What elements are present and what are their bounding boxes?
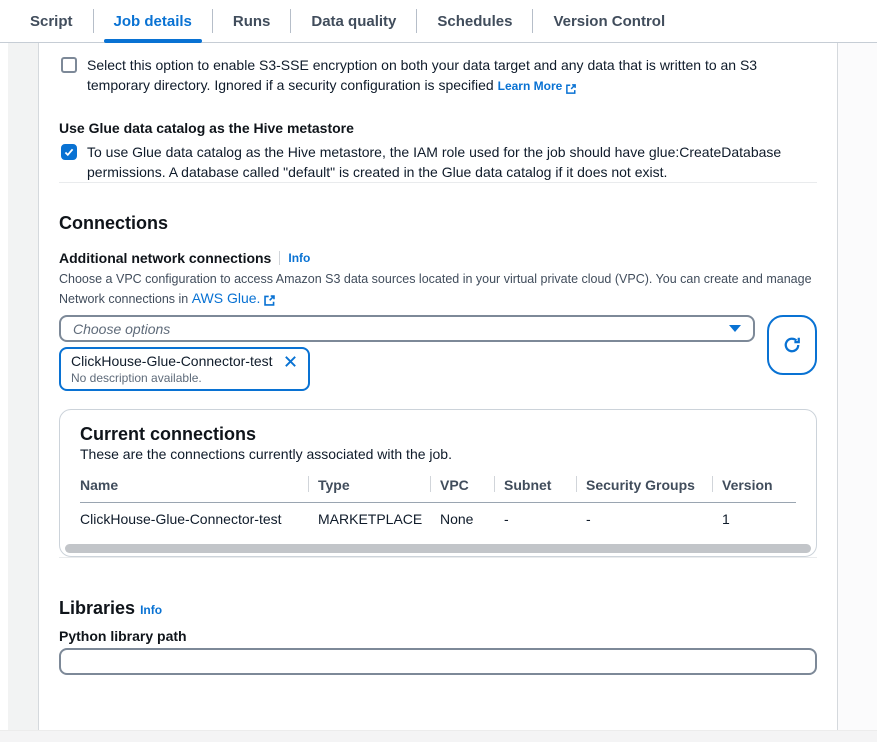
page-left-gutter <box>8 43 38 730</box>
hive-text-line1: To use Glue data catalog as the Hive metastore, the IAM role used for the job should have glue:CreateDatabase <box>87 144 782 160</box>
col-header-vpc: VPC <box>440 474 504 502</box>
libraries-info-link[interactable]: Info <box>140 603 163 617</box>
libraries-heading: Libraries Info <box>59 598 163 618</box>
cell-vpc: None <box>440 511 474 528</box>
connections-description <box>59 270 817 309</box>
hive-metastore-description <box>87 142 781 182</box>
cell-type: MARKETPLACE <box>318 511 423 528</box>
aws-glue-link[interactable] <box>192 290 277 306</box>
tab-script[interactable]: Script <box>30 12 73 30</box>
current-connections-subtitle: These are the connections currently associated with the job. <box>80 446 452 462</box>
chip-close-icon[interactable] <box>283 354 298 369</box>
hive-metastore-heading: Use Glue data catalog as the Hive metastore <box>59 120 354 136</box>
selected-connection-chip <box>59 347 310 391</box>
cell-security-groups: - <box>586 511 591 528</box>
multiselect-placeholder: Choose options <box>73 320 171 337</box>
python-library-path-input[interactable] <box>59 648 817 675</box>
tab-job-details[interactable]: Job details <box>104 0 202 42</box>
external-link-icon <box>263 291 276 310</box>
col-header-version: Version <box>722 474 796 502</box>
learn-more-link[interactable] <box>498 79 578 93</box>
page-left-margin <box>0 43 8 730</box>
tab-separator <box>93 9 94 33</box>
external-link-icon <box>565 78 577 98</box>
table-row <box>80 502 796 536</box>
col-header-type: Type <box>318 474 440 502</box>
additional-network-connections-label: Additional network connections <box>59 250 272 266</box>
horizontal-scrollbar[interactable] <box>65 544 811 553</box>
tab-data-quality[interactable]: Data quality <box>311 12 397 30</box>
check-icon <box>63 146 75 158</box>
tab-version-control[interactable]: Version Control <box>553 12 666 30</box>
s3-sse-description <box>87 55 757 98</box>
col-header-name: Name <box>80 474 318 502</box>
chip-label: ClickHouse-Glue-Connector-test <box>71 353 273 369</box>
tab-schedules[interactable]: Schedules <box>437 12 513 30</box>
python-library-path-label: Python library path <box>59 628 187 644</box>
tab-separator <box>212 9 213 33</box>
refresh-icon <box>782 335 802 355</box>
current-connections-card <box>59 409 817 557</box>
connections-multiselect[interactable] <box>59 315 755 342</box>
section-divider <box>59 557 817 558</box>
tab-separator <box>416 9 417 33</box>
cell-name: ClickHouse-Glue-Connector-test <box>80 511 282 528</box>
tab-separator <box>532 9 533 33</box>
col-header-security-groups: Security Groups <box>586 474 722 502</box>
job-details-panel <box>38 43 838 730</box>
section-divider <box>59 182 817 183</box>
job-tab-bar <box>0 0 877 43</box>
cell-version: 1 <box>722 511 730 528</box>
s3-sse-text-line2: temporary directory. Ignored if a security configuration is specified <box>87 77 494 93</box>
current-connections-title: Current connections <box>80 424 257 444</box>
connections-desc-line2: Network connections in <box>59 291 189 306</box>
aws-glue-link-label: AWS Glue. <box>191 289 261 306</box>
refresh-connections-button[interactable] <box>767 315 817 375</box>
learn-more-label: Learn More <box>497 79 563 93</box>
hive-text-line2: permissions. A database called "default" is created in the Glue data catalog if it does not exist. <box>87 164 668 180</box>
page-right-gutter <box>838 43 877 730</box>
col-header-subnet: Subnet <box>504 474 586 502</box>
connections-heading: Connections <box>59 213 169 233</box>
caret-down-icon <box>729 325 741 332</box>
s3-sse-text-line1: Select this option to enable S3-SSE encryption on both your data target and any data that is written to an S3 <box>87 57 758 73</box>
connections-info-link[interactable]: Info <box>288 251 311 265</box>
hive-metastore-checkbox[interactable] <box>61 144 77 160</box>
s3-sse-checkbox[interactable] <box>61 57 77 73</box>
tab-runs[interactable]: Runs <box>232 12 271 30</box>
connections-desc-line1: Choose a VPC configuration to access Amazon S3 data sources located in your virtual private cloud (VPC). You can create and manage <box>59 272 812 286</box>
tab-separator <box>290 9 291 33</box>
connections-table <box>80 474 796 536</box>
info-separator <box>279 251 280 265</box>
chip-description: No description available. <box>71 371 202 385</box>
hive-metastore-option <box>59 142 817 182</box>
page-bottom-strip <box>0 730 877 742</box>
cell-subnet: - <box>504 511 509 528</box>
s3-sse-encryption-option <box>59 55 817 98</box>
